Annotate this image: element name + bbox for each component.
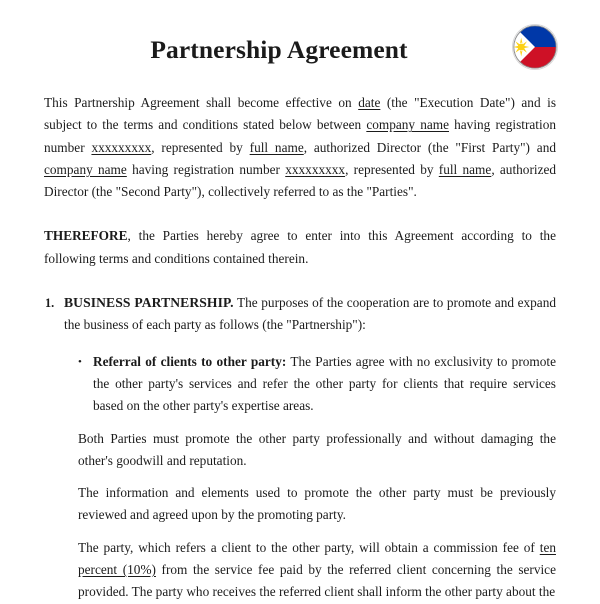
therefore-text: , the Parties hereby agree to enter into this Agreement according to the following terms and conditions contained therein. [44, 228, 556, 266]
paragraph-spacer [44, 337, 556, 351]
sub-paragraph-3-text-1: The party, which refers a client to the other party, will obtain a commission fee of [78, 539, 540, 555]
clause-1-title: BUSINESS PARTNERSHIP. [64, 295, 234, 311]
clause-1-business-partnership [44, 292, 556, 337]
registration-number-2-placeholder[interactable]: xxxxxxxxx [285, 161, 346, 177]
intro-text-5: , authorized Director (the "First Party") and [303, 139, 556, 155]
intro-text-3: having registration number [44, 117, 556, 155]
therefore-paragraph [44, 225, 556, 270]
paragraph-spacer [78, 418, 556, 428]
full-name-1-placeholder[interactable]: full name [249, 139, 304, 155]
philippines-flag-icon [513, 25, 557, 69]
company-name-1-placeholder[interactable]: company name [366, 117, 449, 133]
intro-text-8: , authorized Director (the "Second Party"), collectively referred to as the "Parties". [44, 161, 557, 200]
sub-paragraph-3-text-2: from the service fee paid by the referred client concerning the service provided. The party who receives the referred client shall inform the other party about the [78, 562, 556, 600]
company-name-2-placeholder[interactable]: company name [44, 161, 127, 177]
bullet-1-lead-in: Referral of clients to other party: [93, 353, 287, 369]
sub-paragraph-1: Both Parties must promote the other party professionally and without damaging the other's goodwill and reputation. [78, 430, 556, 468]
sub-paragraph-3 [78, 537, 556, 604]
intro-paragraph [44, 92, 556, 203]
paragraph-spacer [44, 270, 556, 292]
commission-fee-placeholder[interactable]: ten percent (10%) [78, 539, 556, 578]
clause-1-number: 1. [45, 296, 55, 311]
bullet-1-text: The Parties agree with no exclusivity to promote the other party's services and refer the other party for clients that require services based on the other party's expertise areas. [93, 353, 556, 414]
document-header [44, 0, 556, 92]
intro-text-7: , represented by [345, 161, 439, 177]
intro-text-2: (the "Execution Date") and is subject to the terms and conditions stated below between [44, 95, 556, 133]
intro-text-4: , represented by [151, 139, 250, 155]
page-title: Partnership Agreement [150, 35, 408, 64]
paragraph-spacer [78, 472, 556, 482]
registration-number-1-placeholder[interactable]: xxxxxxxxx [91, 139, 152, 155]
therefore-lead-in: THEREFORE [44, 228, 128, 244]
paragraph-spacer [44, 203, 556, 225]
date-placeholder[interactable]: date [358, 95, 381, 110]
clause-1-text: The purposes of the cooperation are to promote and expand the business of each party as follows (the "Partnership"): [64, 295, 556, 333]
intro-text-6: having registration number [126, 161, 286, 177]
list-item [78, 351, 556, 418]
sub-paragraph-2: The information and elements used to promote the other party must be previously reviewed and agreed upon by the promoting party. [78, 485, 556, 523]
full-name-2-placeholder[interactable]: full name [438, 161, 492, 177]
clause-1-bullet-list [44, 351, 556, 604]
intro-text-1: This Partnership Agreement shall become effective on [44, 95, 359, 110]
paragraph-spacer [78, 527, 556, 537]
bullet-icon: • [78, 355, 82, 368]
